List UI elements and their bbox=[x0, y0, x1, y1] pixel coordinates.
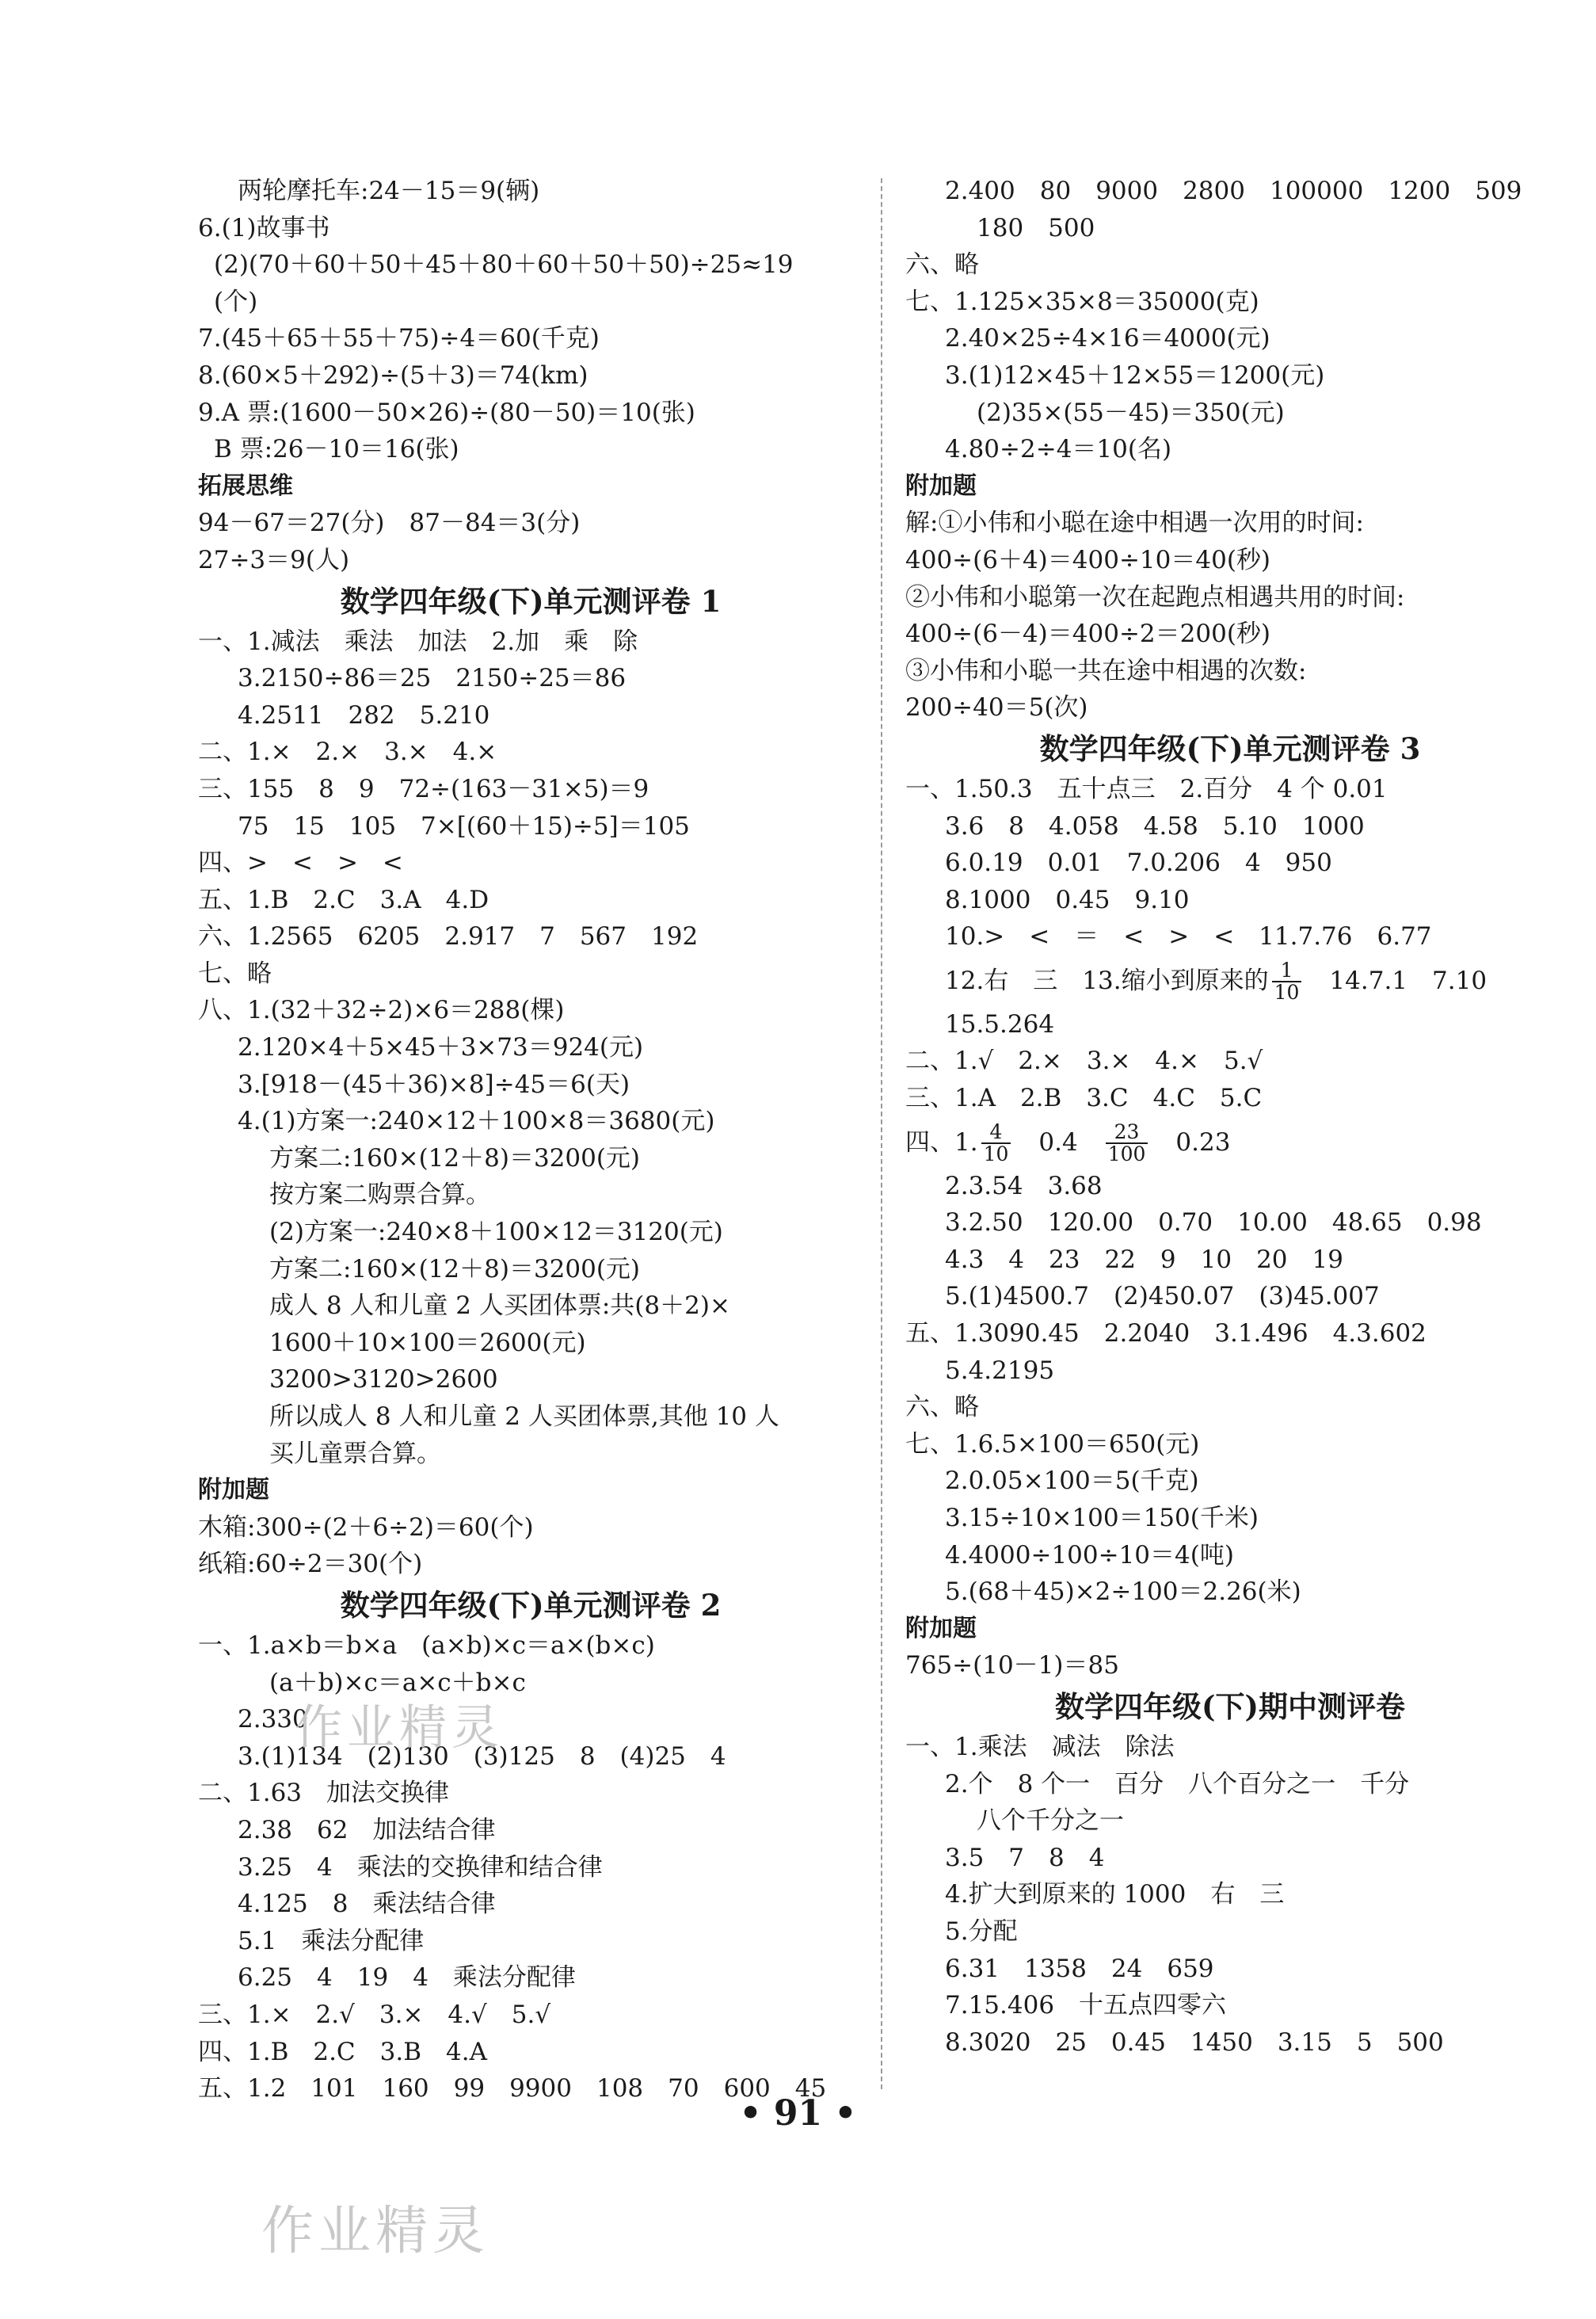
answer-line: 3.(1)12×45＋12×55＝1200(元) bbox=[945, 360, 1325, 390]
answer-line: 木箱:300÷(2＋6÷2)＝60(个) bbox=[198, 1512, 534, 1542]
answer-line: 一、1.乘法 减法 除法 bbox=[905, 1732, 1175, 1761]
answer-line: 2.120×4＋5×45＋3×73＝924(元) bbox=[238, 1033, 644, 1062]
answer-line: 3.2150÷86＝25 2150÷25＝86 bbox=[238, 664, 627, 693]
answer-line: 3.[918－(45＋36)×8]÷45＝6(天) bbox=[238, 1070, 630, 1099]
answer-line: 四、> < > < bbox=[198, 849, 403, 878]
answer-line: (个) bbox=[214, 287, 258, 316]
answer-line: 3.5 7 8 4 bbox=[945, 1843, 1105, 1872]
answer-text: 四、1. bbox=[905, 1127, 978, 1157]
answer-line: 五、1.3090.45 2.2040 3.1.496 4.3.602 bbox=[905, 1319, 1426, 1348]
answer-line: 方案二:160×(12＋8)＝3200(元) bbox=[269, 1254, 641, 1283]
answer-line: 4.80÷2÷4＝10(名) bbox=[945, 435, 1172, 464]
answer-line: 五、1.2 101 160 99 9900 108 70 600 45 bbox=[198, 2074, 827, 2104]
answer-line: ②小伟和小聪第一次在起跑点相遇共用的时间: bbox=[905, 582, 1405, 612]
answer-line: 八、1.(32＋32÷2)×6＝288(棵) bbox=[198, 996, 565, 1025]
answer-line: 3.2.50 120.00 0.70 10.00 48.65 0.98 bbox=[945, 1208, 1482, 1238]
answer-line: 八个千分之一 bbox=[977, 1806, 1124, 1836]
answer-line: (2)35×(55－45)＝350(元) bbox=[977, 398, 1285, 427]
answer-text: 0.23 bbox=[1151, 1127, 1231, 1157]
answer-line: 四、1.B 2.C 3.B 4.A bbox=[198, 2037, 487, 2066]
section-title: 数学四年级(下)期中测评卷 bbox=[1054, 1688, 1405, 1724]
answer-line: 七、1.125×35×8＝35000(克) bbox=[905, 287, 1259, 316]
answer-line: 方案二:160×(12＋8)＝3200(元) bbox=[269, 1143, 641, 1173]
answer-line: 1600＋10×100＝2600(元) bbox=[269, 1328, 586, 1357]
answer-line: 400÷(6＋4)＝400÷10＝40(秒) bbox=[905, 545, 1271, 574]
answer-line: 按方案二购票合算。 bbox=[269, 1180, 490, 1210]
fraction-numerator: 1 bbox=[1272, 960, 1302, 982]
answer-line: 8.1000 0.45 9.10 bbox=[945, 885, 1190, 914]
answer-line: 2.个 8 个一 百分 八个百分之一 千分 bbox=[945, 1769, 1410, 1798]
fraction-denominator: 10 bbox=[983, 1142, 1009, 1166]
answer-line: 五、1.B 2.C 3.A 4.D bbox=[198, 885, 489, 914]
answer-line: 9.A 票:(1600－50×26)÷(80－50)＝10(张) bbox=[198, 398, 695, 427]
answer-line: 六、1.2565 6205 2.917 7 567 192 bbox=[198, 922, 699, 952]
answer-line: 所以成人 8 人和儿童 2 人买团体票,其他 10 人 bbox=[269, 1402, 779, 1431]
answer-line: 2.400 80 9000 2800 100000 1200 509 bbox=[945, 177, 1522, 205]
answer-line: 8.3020 25 0.45 1450 3.15 5 500 bbox=[945, 2027, 1444, 2057]
answer-line: 5.4.2195 bbox=[945, 1356, 1055, 1385]
fraction-denominator: 100 bbox=[1107, 1142, 1146, 1166]
answer-line: 一、1.a×b＝b×a (a×b)×c＝a×(b×c) bbox=[198, 1631, 655, 1660]
answer-line: 4.3 4 23 22 9 10 20 19 bbox=[945, 1245, 1343, 1274]
section-title: 数学四年级(下)单元测评卷 3 bbox=[1039, 730, 1421, 766]
fraction bbox=[1272, 960, 1302, 1003]
answer-line: 七、略 bbox=[198, 959, 272, 988]
answer-line: 3.15÷10×100＝150(千米) bbox=[945, 1504, 1259, 1532]
answer-line: 6.31 1358 24 659 bbox=[945, 1954, 1214, 1983]
answer-line: 纸箱:60÷2＝30(个) bbox=[198, 1550, 423, 1579]
answer-column-left bbox=[198, 173, 863, 2107]
answer-line: 4.125 8 乘法结合律 bbox=[238, 1890, 496, 1919]
answer-line: 3.25 4 乘法的交换律和结合律 bbox=[238, 1852, 603, 1882]
answer-line: 三、155 8 9 72÷(163－31×5)＝9 bbox=[198, 774, 649, 803]
page-number: • 91 • bbox=[739, 2093, 857, 2134]
column-divider bbox=[881, 178, 882, 2089]
answer-line: 六、略 bbox=[905, 1393, 979, 1422]
answer-line: 成人 8 人和儿童 2 人买团体票:共(8＋2)× bbox=[269, 1291, 730, 1321]
answer-line: 5.1 乘法分配律 bbox=[238, 1926, 425, 1955]
answer-line: 2.38 62 加法结合律 bbox=[238, 1815, 496, 1844]
answer-line: 买儿童票合算。 bbox=[269, 1439, 441, 1468]
answer-line: 27÷3＝9(人) bbox=[198, 545, 350, 574]
fraction-numerator: 4 bbox=[981, 1122, 1011, 1144]
answer-line: 15.5.264 bbox=[945, 1009, 1055, 1039]
answer-line: 6.0.19 0.01 7.0.206 4 950 bbox=[945, 849, 1332, 878]
answer-line: ③小伟和小聪一共在途中相遇的次数: bbox=[905, 656, 1307, 685]
answer-line: 3.6 8 4.058 4.58 5.10 1000 bbox=[945, 811, 1365, 841]
fraction bbox=[981, 1122, 1011, 1165]
fraction-numerator: 23 bbox=[1106, 1122, 1148, 1144]
answer-line: 5.(68＋45)×2÷100＝2.26(米) bbox=[945, 1577, 1301, 1607]
answer-line: 10.> < ＝ < > < 11.7.76 6.77 bbox=[945, 922, 1432, 952]
answer-line: 7.(45＋65＋55＋75)÷4＝60(千克) bbox=[198, 324, 600, 353]
answer-line: 两轮摩托车:24－15＝9(辆) bbox=[238, 177, 540, 205]
answer-line: 6.25 4 19 4 乘法分配律 bbox=[238, 1963, 576, 1993]
answer-line: (2)方案一:240×8＋100×12＝3120(元) bbox=[269, 1218, 723, 1247]
answer-line: 二、1.× 2.× 3.× 4.× bbox=[198, 738, 497, 767]
answer-line: 3200>3120>2600 bbox=[269, 1365, 498, 1394]
fraction-denominator: 10 bbox=[1274, 981, 1300, 1005]
answer-line: 5.(1)4500.7 (2)450.07 (3)45.007 bbox=[945, 1282, 1380, 1311]
answer-column-right bbox=[905, 173, 1555, 2061]
answer-line: 2.3.54 3.68 bbox=[945, 1171, 1103, 1200]
answer-line: 4.扩大到原来的 1000 右 三 bbox=[945, 1880, 1285, 1909]
answer-line: 3.(1)134 (2)130 (3)125 8 (4)25 4 bbox=[238, 1741, 726, 1771]
subsection-heading: 附加题 bbox=[198, 1476, 269, 1505]
answer-line: 7.15.406 十五点四零六 bbox=[945, 1991, 1227, 2020]
subsection-heading: 附加题 bbox=[905, 471, 977, 500]
answer-line bbox=[905, 955, 1555, 1006]
watermark-text: 作业精灵 bbox=[295, 1700, 504, 1756]
answer-line: 三、1.× 2.√ 3.× 4.√ 5.√ bbox=[198, 2000, 551, 2029]
subsection-heading: 附加题 bbox=[905, 1614, 977, 1642]
answer-line: 七、1.6.5×100＝650(元) bbox=[905, 1429, 1200, 1459]
answer-line: 三、1.A 2.B 3.C 4.C 5.C bbox=[905, 1084, 1263, 1113]
answer-line: 400÷(6－4)＝400÷2＝200(秒) bbox=[905, 620, 1271, 649]
fraction bbox=[1106, 1122, 1148, 1165]
watermark-text: 作业精灵 bbox=[261, 2200, 489, 2261]
answer-line: 2.330 bbox=[238, 1705, 308, 1734]
answer-line: 200÷40＝5(次) bbox=[905, 693, 1088, 723]
answer-line: 5.分配 bbox=[945, 1917, 1018, 1946]
answer-text: 12.右 三 13.缩小到原来的 bbox=[945, 966, 1269, 995]
answer-line: 解:①小伟和小聪在途中相遇一次用的时间: bbox=[905, 509, 1364, 538]
answer-line: 6.(1)故事书 bbox=[198, 213, 330, 242]
answer-line: 8.(60×5＋292)÷(5＋3)＝74(km) bbox=[198, 360, 589, 390]
answer-line: 六、略 bbox=[905, 250, 979, 280]
answer-line: 4.2511 282 5.210 bbox=[238, 700, 490, 730]
answer-line: (a＋b)×c＝a×c＋b×c bbox=[269, 1668, 526, 1697]
answer-line: 2.40×25÷4×16＝4000(元) bbox=[945, 324, 1270, 353]
answer-line: 75 15 105 7×[(60＋15)÷5]＝105 bbox=[238, 811, 690, 841]
answer-line: 2.0.05×100＝5(千克) bbox=[945, 1467, 1199, 1496]
answer-line: 180 500 bbox=[977, 213, 1095, 242]
answer-line: 4.4000÷100÷10＝4(吨) bbox=[945, 1540, 1234, 1570]
answer-line: 765÷(10－1)＝85 bbox=[905, 1651, 1119, 1680]
answer-line: 二、1.63 加法交换律 bbox=[198, 1779, 450, 1808]
answer-line: B 票:26－10＝16(张) bbox=[214, 435, 459, 464]
section-title: 数学四年级(下)单元测评卷 1 bbox=[340, 583, 722, 619]
answer-line: 一、1.50.3 五十点三 2.百分 4 个 0.01 bbox=[905, 774, 1388, 803]
answer-line: 94－67＝27(分) 87－84＝3(分) bbox=[198, 509, 581, 538]
answer-text: 14.7.1 7.10 bbox=[1305, 966, 1487, 995]
answer-line: 二、1.√ 2.× 3.× 4.× 5.√ bbox=[905, 1047, 1263, 1076]
subsection-heading: 拓展思维 bbox=[198, 471, 293, 500]
answer-line: (2)(70＋60＋50＋45＋80＋60＋50＋50)÷25≈19 bbox=[214, 250, 794, 280]
answer-text: 0.4 bbox=[1014, 1127, 1103, 1157]
section-title: 数学四年级(下)单元测评卷 2 bbox=[340, 1587, 722, 1623]
answer-line: 一、1.减法 乘法 加法 2.加 乘 除 bbox=[198, 627, 638, 656]
answer-line: 4.(1)方案一:240×12＋100×8＝3680(元) bbox=[238, 1107, 715, 1136]
answer-line bbox=[905, 1117, 1555, 1168]
